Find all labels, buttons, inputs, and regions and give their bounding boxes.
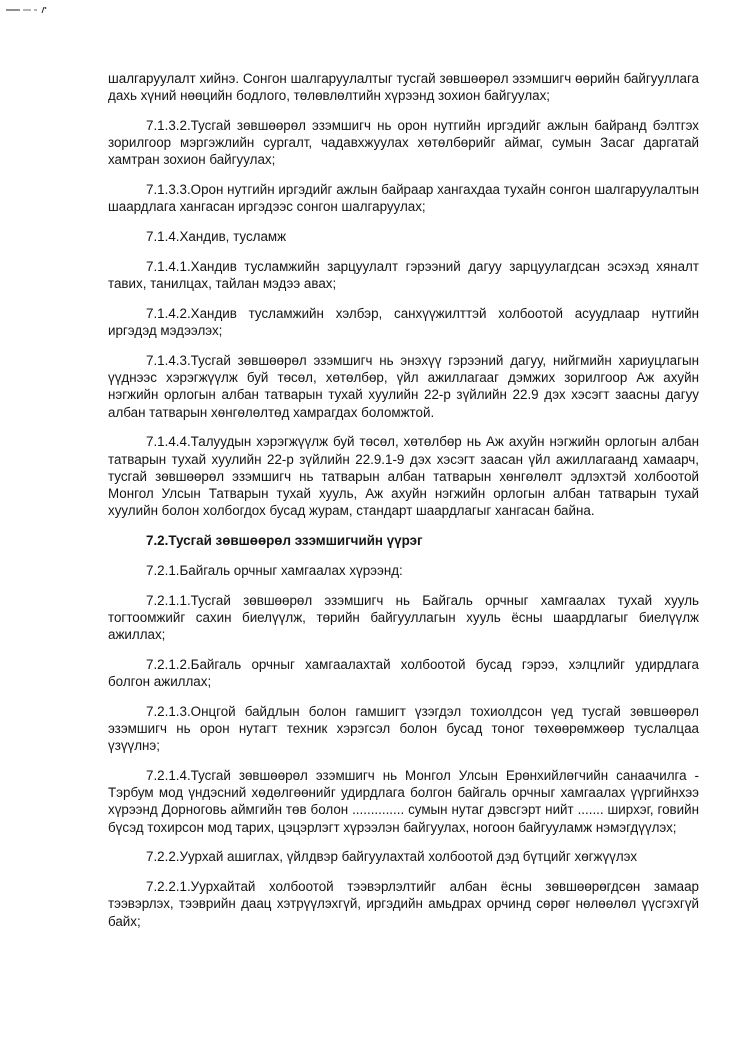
- paragraph-7-1-4-1: 7.1.4.1.Хандив тусламжийн зарцуулалт гэрээний дагуу зарцуулагдсан эсэхэд хяналт тавих, танилцах, тайлан мэдээ авах;: [108, 259, 699, 292]
- paragraph-7-2-1-4: 7.2.1.4.Тусгай зөвшөөрөл эзэмшигч нь Монгол Улсын Ерөнхийлөгчийн санаачилга - Тэрбум мод үндэсний хөдөлгөөнийг удирдлага болгон байгаль орчныг хамгаалах үүргийнхээ хүрээнд Дорноговь аймгийн төв болон .............. сумын нутаг дэвсгэрт нийт ....... ширхэг, говийн бүсэд тохирсон мод тарих, цэцэрлэгт хүрээлэн байгуулах, ногоон байгууламж нэмэгдүүлэх;: [108, 768, 699, 835]
- paragraph-7-1-4-3: 7.1.4.3.Тусгай зөвшөөрөл эзэмшигч нь энэхүү гэрээний дагуу, нийгмийн хариуцлагын үүднээс хэрэгжүүлж буй төсөл, хөтөлбөр, үйл ажиллагааг дэмжих зорилгоор Аж ахуйн нэгжийн орлогын албан татварын тухай хуулийн 22-р зүйлийн 22.9 дэх хэсэгт заасны дагуу албан татварын хөнгөлөлтөд хамрагдах боломжтой.: [108, 353, 699, 420]
- paragraph-7-1-4-2: 7.1.4.2.Хандив тусламжийн хэлбэр, санхүүжилттэй холбоотой асуудлаар нутгийн иргэдэд мэдээлэх;: [108, 306, 699, 339]
- document-body: [108, 70, 699, 942]
- paragraph-7-1-3-3: 7.1.3.3.Орон нутгийн иргэдийг ажлын байраар хангахдаа тухайн сонгон шалгаруулалтын шаардлага хангасан иргэдээс сонгон шалгаруулах;: [108, 182, 699, 215]
- paragraph-7-2-1-1: 7.2.1.1.Тусгай зөвшөөрөл эзэмшигч нь Байгаль орчныг хамгаалах тухай хууль тогтоомжийг сахин биелүүлж, төрийн байгууллагын хууль ёсны шаардлагыг биелүүлж ажиллах;: [108, 592, 699, 643]
- scan-corner-mark: [6, 4, 66, 18]
- paragraph-7-2-2-1: 7.2.2.1.Уурхайтай холбоотой тээвэрлэлтийг албан ёсны зөвшөөрөгдсөн замаар тээвэрлэх, тээврийн даац хэтрүүлэхгүй, иргэдийн амьдрах орчинд сөрөг нөлөөлөл үүсгэхгүй байх;: [108, 879, 699, 929]
- paragraph-7-2-2: 7.2.2.Уурхай ашиглах, үйлдвэр байгуулахтай холбоотой дэд бүтцийг хөгжүүлэх: [146, 849, 638, 865]
- paragraph-7-2-1-2: 7.2.1.2.Байгаль орчныг хамгаалахтай холбоотой бусад гэрээ, хэлцлийг удирдлага болгон ажиллах;: [108, 656, 699, 690]
- paragraph-7-1-3-2: 7.1.3.2.Тусгай зөвшөөрөл эзэмшигч нь орон нутгийн иргэдийг ажлын байранд бэлтгэх зорилгоор мэргэжлийн сургалт, чадавхжуулах хөтөлбөрийг аймаг, сумын Засаг даргатай хамтран зохион байгуулах;: [108, 118, 699, 168]
- paragraph-continuation: шалгаруулалт хийнэ. Сонгон шалгаруулалтыг тусгай зөвшөөрөл эзэмшигч өөрийн байгууллага дахь хүний нөөцийн бодлого, төлөвлөлтийн хүрээнд зохион байгуулах;: [108, 71, 699, 104]
- paragraph-7-2-1: 7.2.1.Байгаль орчныг хамгаалах хүрээнд:: [146, 562, 403, 578]
- paragraph-7-1-4-4: 7.1.4.4.Талуудын хэрэгжүүлж буй төсөл, хөтөлбөр нь Аж ахуйн нэгжийн орлогын албан татварын тухай хуулийн 22-р зүйлийн 22.9.1-9 дэх хэсэгт заасан үйл ажиллагаанд хамаарч, тусгай зөвшөөрөл эзэмшигч нь татварын албан татварын хөнгөлөлт эдлэхтэй холбоотой Монгол Улсын Татварын тухай хууль, Аж ахуйн нэгжийн орлогын албан татварын тухай хуулийн болон холбогдох бусад журам, стандарт шаардлагыг хангасан байна.: [108, 434, 699, 519]
- section-heading-7-2: 7.2.Тусгай зөвшөөрөл эзэмшигчийн үүрэг: [146, 533, 423, 549]
- paragraph-7-1-4: 7.1.4.Хандив, тусламж: [146, 229, 287, 245]
- paragraph-7-2-1-3: 7.2.1.3.Онцгой байдлын болон гамшигт үзэгдэл тохиолдсон үед тусгай зөвшөөрөл эзэмшигч нь орон нутагт техник хэрэгсэл болон бусад тоног төхөөрөмжөөр туслалцаа үзүүлнэ;: [108, 703, 699, 754]
